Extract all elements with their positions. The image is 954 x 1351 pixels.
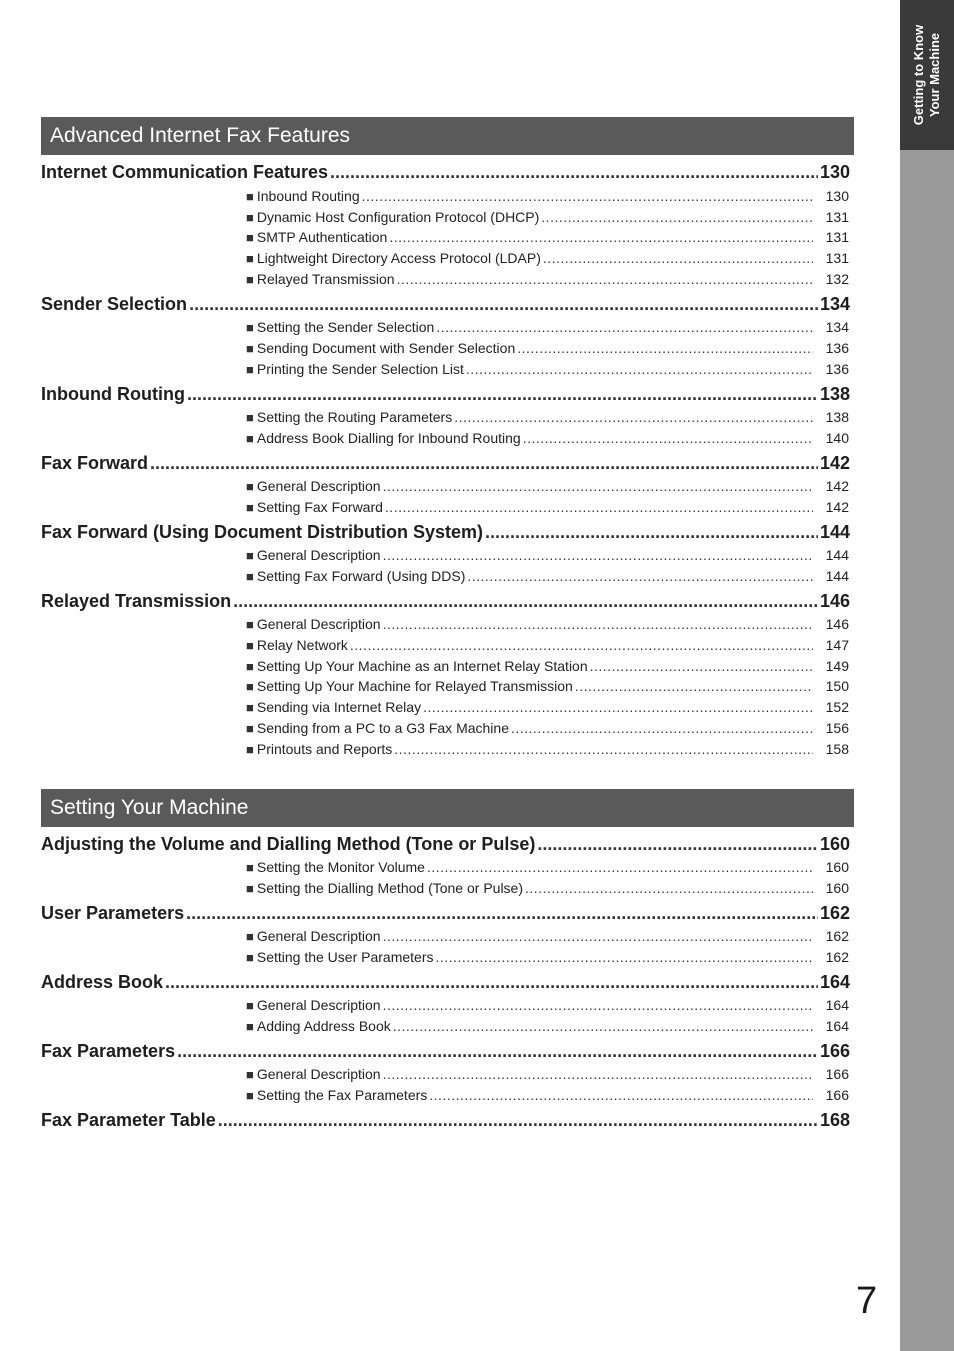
entry-title: Printing the Sender Selection List bbox=[256, 361, 464, 377]
entry-title: Relay Network bbox=[256, 637, 348, 653]
toc-subentry[interactable] bbox=[246, 340, 849, 358]
square-bullet-icon: ■ bbox=[246, 860, 254, 875]
dot-leader bbox=[436, 319, 813, 335]
page-ref: 146 bbox=[819, 591, 850, 611]
square-bullet-icon: ■ bbox=[246, 1019, 254, 1034]
page-ref: 162 bbox=[819, 903, 850, 923]
entry-title: Fax Forward (Using Document Distribution System) bbox=[41, 522, 484, 542]
entry-title: Sending Document with Sender Selection bbox=[256, 340, 516, 356]
dot-leader bbox=[590, 658, 813, 674]
dot-leader bbox=[394, 741, 813, 757]
entry-title: Fax Forward bbox=[41, 453, 149, 473]
toc-subentry[interactable] bbox=[246, 188, 849, 206]
toc-subentry[interactable] bbox=[246, 229, 849, 247]
entry-title: Setting Fax Forward (Using DDS) bbox=[256, 568, 466, 584]
square-bullet-icon: ■ bbox=[246, 617, 254, 632]
toc-subentry[interactable] bbox=[246, 319, 849, 337]
chapter-tab[interactable] bbox=[900, 0, 954, 150]
entry-title: Sending from a PC to a G3 Fax Machine bbox=[256, 720, 509, 736]
page-ref: 131 bbox=[825, 250, 849, 266]
toc-heading[interactable] bbox=[41, 1041, 850, 1065]
entry-title: Setting Up Your Machine for Relayed Transmission bbox=[256, 678, 573, 694]
page-ref: 136 bbox=[825, 340, 849, 356]
entry-title: Setting the Routing Parameters bbox=[256, 409, 453, 425]
square-bullet-icon: ■ bbox=[246, 479, 254, 494]
square-bullet-icon: ■ bbox=[246, 569, 254, 584]
page-ref: 134 bbox=[825, 319, 849, 335]
entry-title: User Parameters bbox=[41, 903, 185, 923]
page-ref: 166 bbox=[825, 1087, 849, 1103]
dot-leader bbox=[467, 568, 813, 584]
dot-leader bbox=[362, 188, 813, 204]
dot-leader bbox=[218, 1110, 818, 1131]
square-bullet-icon: ■ bbox=[246, 251, 254, 266]
toc-heading[interactable] bbox=[41, 384, 850, 408]
square-bullet-icon: ■ bbox=[246, 638, 254, 653]
toc-subentry[interactable] bbox=[246, 430, 849, 448]
square-bullet-icon: ■ bbox=[246, 341, 254, 356]
entry-title: Relayed Transmission bbox=[41, 591, 232, 611]
page-ref: 131 bbox=[825, 229, 849, 245]
entry-title: General Description bbox=[256, 1066, 381, 1082]
entry-title: SMTP Authentication bbox=[256, 229, 388, 245]
section-title: Setting Your Machine bbox=[50, 796, 249, 819]
toc-heading[interactable] bbox=[41, 453, 850, 477]
square-bullet-icon: ■ bbox=[246, 320, 254, 335]
entry-title: Lightweight Directory Access Protocol (LDAP) bbox=[256, 250, 541, 266]
entry-title: Address Book bbox=[41, 972, 164, 992]
toc-subentry[interactable] bbox=[246, 637, 849, 655]
dot-leader bbox=[177, 1041, 818, 1062]
page-ref: 142 bbox=[819, 453, 850, 473]
toc-heading[interactable] bbox=[41, 522, 850, 546]
dot-leader bbox=[523, 430, 813, 446]
toc-subentry[interactable] bbox=[246, 720, 849, 738]
dot-leader bbox=[383, 547, 813, 563]
square-bullet-icon: ■ bbox=[246, 272, 254, 287]
page-ref: 160 bbox=[825, 859, 849, 875]
dot-leader bbox=[436, 949, 814, 965]
square-bullet-icon: ■ bbox=[246, 881, 254, 896]
square-bullet-icon: ■ bbox=[246, 1067, 254, 1082]
toc-heading[interactable] bbox=[41, 834, 850, 858]
toc-subentry[interactable] bbox=[246, 928, 849, 946]
toc-heading[interactable] bbox=[41, 903, 850, 927]
toc-subentry[interactable] bbox=[246, 547, 849, 565]
page-ref: 166 bbox=[825, 1066, 849, 1082]
dot-leader bbox=[383, 997, 813, 1013]
page-ref: 142 bbox=[825, 499, 849, 515]
page-ref: 138 bbox=[825, 409, 849, 425]
dot-leader bbox=[393, 1018, 813, 1034]
entry-title: Fax Parameters bbox=[41, 1041, 176, 1061]
square-bullet-icon: ■ bbox=[246, 700, 254, 715]
page-ref: 130 bbox=[819, 162, 850, 182]
entry-title: Sender Selection bbox=[41, 294, 188, 314]
dot-leader bbox=[389, 229, 813, 245]
entry-title: General Description bbox=[256, 997, 381, 1013]
dot-leader bbox=[517, 340, 813, 356]
square-bullet-icon: ■ bbox=[246, 431, 254, 446]
entry-title: Setting the Monitor Volume bbox=[256, 859, 425, 875]
entry-title: Inbound Routing bbox=[256, 188, 360, 204]
chapter-tab-label: Getting to Know Your Machine bbox=[911, 24, 942, 126]
section-header bbox=[41, 117, 854, 155]
entry-title: Relayed Transmission bbox=[256, 271, 395, 287]
entry-title: Adding Address Book bbox=[256, 1018, 391, 1034]
toc-subentry[interactable] bbox=[246, 271, 849, 289]
dot-leader bbox=[537, 834, 818, 855]
entry-title: Setting the Dialling Method (Tone or Pulse) bbox=[256, 880, 524, 896]
page-ref: 158 bbox=[825, 741, 849, 757]
dot-leader bbox=[423, 699, 813, 715]
page-ref: 168 bbox=[819, 1110, 850, 1130]
page-ref: 138 bbox=[819, 384, 850, 404]
page-ref: 134 bbox=[819, 294, 850, 314]
page-ref: 132 bbox=[825, 271, 849, 287]
toc-subentry[interactable] bbox=[246, 741, 849, 759]
page-ref: 166 bbox=[819, 1041, 850, 1061]
dot-leader bbox=[150, 453, 818, 474]
entry-title: General Description bbox=[256, 547, 381, 563]
page-ref: 156 bbox=[825, 720, 849, 736]
square-bullet-icon: ■ bbox=[246, 659, 254, 674]
entry-title: Address Book Dialling for Inbound Routing bbox=[256, 430, 521, 446]
entry-title: Setting the Fax Parameters bbox=[256, 1087, 428, 1103]
dot-leader bbox=[525, 880, 813, 896]
page-ref: 164 bbox=[819, 972, 850, 992]
square-bullet-icon: ■ bbox=[246, 362, 254, 377]
toc-subentry[interactable] bbox=[246, 499, 849, 517]
square-bullet-icon: ■ bbox=[246, 500, 254, 515]
entry-title: Dynamic Host Configuration Protocol (DHCP) bbox=[256, 209, 540, 225]
page-ref: 147 bbox=[825, 637, 849, 653]
dot-leader bbox=[330, 162, 818, 183]
page-ref: 140 bbox=[825, 430, 849, 446]
square-bullet-icon: ■ bbox=[246, 189, 254, 204]
dot-leader bbox=[233, 591, 818, 612]
entry-title: General Description bbox=[256, 616, 381, 632]
page-ref: 144 bbox=[819, 522, 850, 542]
section-title: Advanced Internet Fax Features bbox=[50, 124, 350, 147]
dot-leader bbox=[383, 1066, 813, 1082]
dot-leader bbox=[397, 271, 813, 287]
dot-leader bbox=[541, 209, 813, 225]
toc-subentry[interactable] bbox=[246, 478, 849, 496]
dot-leader bbox=[485, 522, 818, 543]
toc-heading[interactable] bbox=[41, 972, 850, 996]
toc-subentry[interactable] bbox=[246, 678, 849, 696]
page-ref: 131 bbox=[825, 209, 849, 225]
entry-title: Sending via Internet Relay bbox=[256, 699, 422, 715]
dot-leader bbox=[383, 478, 813, 494]
dot-leader bbox=[383, 928, 813, 944]
square-bullet-icon: ■ bbox=[246, 950, 254, 965]
square-bullet-icon: ■ bbox=[246, 410, 254, 425]
dot-leader bbox=[454, 409, 813, 425]
page-number: 7 bbox=[856, 1280, 878, 1322]
section-header bbox=[41, 789, 854, 827]
toc-subentry[interactable] bbox=[246, 1018, 849, 1036]
page-ref: 164 bbox=[825, 1018, 849, 1034]
dot-leader bbox=[429, 1087, 813, 1103]
toc-subentry[interactable] bbox=[246, 568, 849, 586]
page-ref: 149 bbox=[825, 658, 849, 674]
entry-title: General Description bbox=[256, 928, 381, 944]
toc-heading[interactable] bbox=[41, 162, 850, 186]
dot-leader bbox=[385, 499, 813, 515]
dot-leader bbox=[575, 678, 813, 694]
page-ref: 142 bbox=[825, 478, 849, 494]
toc-subentry[interactable] bbox=[246, 658, 849, 676]
page-ref: 164 bbox=[825, 997, 849, 1013]
dot-leader bbox=[187, 384, 818, 405]
square-bullet-icon: ■ bbox=[246, 929, 254, 944]
dot-leader bbox=[350, 637, 813, 653]
entry-title: Printouts and Reports bbox=[256, 741, 393, 757]
toc-subentry[interactable] bbox=[246, 361, 849, 379]
square-bullet-icon: ■ bbox=[246, 210, 254, 225]
entry-title: Setting the Sender Selection bbox=[256, 319, 435, 335]
square-bullet-icon: ■ bbox=[246, 998, 254, 1013]
page-ref: 160 bbox=[825, 880, 849, 896]
dot-leader bbox=[466, 361, 813, 377]
toc-heading[interactable] bbox=[41, 591, 850, 615]
dot-leader bbox=[186, 903, 818, 924]
page-ref: 162 bbox=[825, 949, 849, 965]
toc-heading[interactable] bbox=[41, 1110, 850, 1134]
entry-title: Setting Up Your Machine as an Internet Relay Station bbox=[256, 658, 588, 674]
toc-subentry[interactable] bbox=[246, 997, 849, 1015]
toc-subentry[interactable] bbox=[246, 250, 849, 268]
square-bullet-icon: ■ bbox=[246, 721, 254, 736]
entry-title: Fax Parameter Table bbox=[41, 1110, 216, 1130]
toc-subentry[interactable] bbox=[246, 699, 849, 717]
square-bullet-icon: ■ bbox=[246, 679, 254, 694]
toc-subentry[interactable] bbox=[246, 409, 849, 427]
toc-subentry[interactable] bbox=[246, 209, 849, 227]
toc-subentry[interactable] bbox=[246, 1087, 849, 1105]
square-bullet-icon: ■ bbox=[246, 742, 254, 757]
square-bullet-icon: ■ bbox=[246, 1088, 254, 1103]
entry-title: Internet Communication Features bbox=[41, 162, 329, 182]
square-bullet-icon: ■ bbox=[246, 230, 254, 245]
page-ref: 160 bbox=[819, 834, 850, 854]
dot-leader bbox=[189, 294, 818, 315]
entry-title: Adjusting the Volume and Dialling Method (Tone or Pulse) bbox=[41, 834, 536, 854]
side-strip bbox=[900, 0, 954, 1351]
toc-heading[interactable] bbox=[41, 294, 850, 318]
square-bullet-icon: ■ bbox=[246, 548, 254, 563]
toc-subentry[interactable] bbox=[246, 859, 849, 877]
entry-title: Inbound Routing bbox=[41, 384, 185, 404]
page-ref: 150 bbox=[825, 678, 849, 694]
entry-title: General Description bbox=[256, 478, 381, 494]
page-ref: 162 bbox=[825, 928, 849, 944]
entry-title: Setting the User Parameters bbox=[256, 949, 434, 965]
page-ref: 130 bbox=[825, 188, 849, 204]
page-ref: 136 bbox=[825, 361, 849, 377]
toc-subentry[interactable] bbox=[246, 616, 849, 634]
dot-leader bbox=[427, 859, 813, 875]
page-ref: 144 bbox=[825, 547, 849, 563]
toc-subentry[interactable] bbox=[246, 880, 849, 898]
toc-subentry[interactable] bbox=[246, 1066, 849, 1084]
page-ref: 146 bbox=[825, 616, 849, 632]
dot-leader bbox=[383, 616, 813, 632]
toc-subentry[interactable] bbox=[246, 949, 849, 967]
entry-title: Setting Fax Forward bbox=[256, 499, 383, 515]
page-ref: 152 bbox=[825, 699, 849, 715]
dot-leader bbox=[165, 972, 818, 993]
dot-leader bbox=[511, 720, 813, 736]
dot-leader bbox=[543, 250, 813, 266]
page-ref: 144 bbox=[825, 568, 849, 584]
